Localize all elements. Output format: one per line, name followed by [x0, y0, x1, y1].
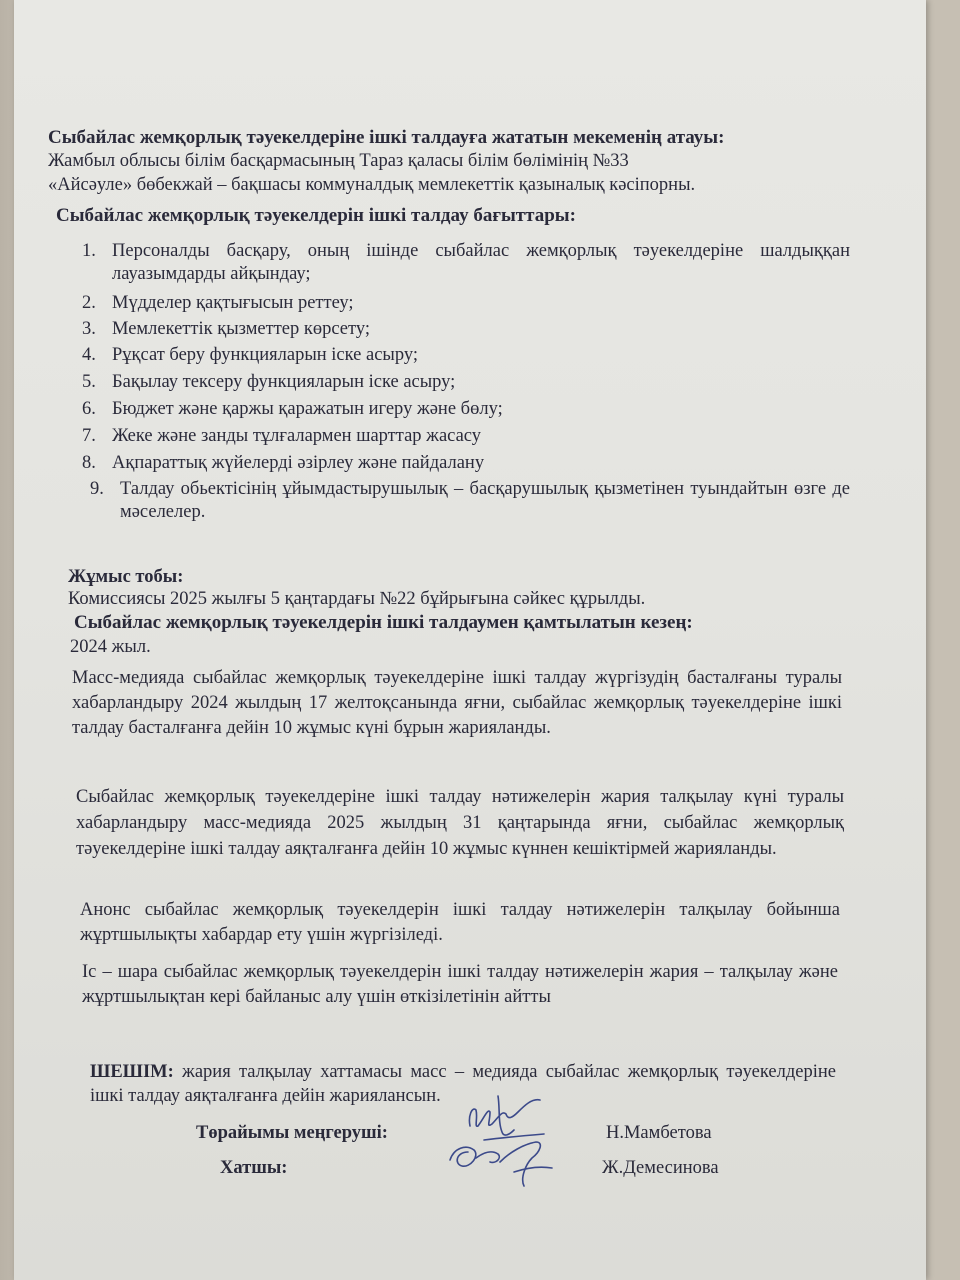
period-title: Сыбайлас жемқорлық тәуекелдерін ішкі талдаумен қамтылатын кезең:	[74, 612, 693, 633]
list-item	[82, 318, 850, 344]
list-item-number: 5.	[82, 372, 96, 392]
list-item-number: 9.	[90, 479, 104, 499]
list-item-text: Рұқсат беру функцияларын іске асыру;	[112, 345, 419, 365]
secretary-role: Хатшы:	[220, 1158, 288, 1178]
working-group-text: Комиссиясы 2025 жылғы 5 қаңтардағы №22 бұйрығына сәйкес құрылды.	[68, 589, 646, 609]
list-item-number: 4.	[82, 345, 96, 365]
list-item-text: Талдау обьектісінің ұйымдастырушылық – басқарушылық қызметінен туындайтын өзге де мәселелер.	[120, 479, 850, 522]
list-item	[82, 398, 850, 425]
org-label: Сыбайлас жемқорлық тәуекелдеріне ішкі талдауға жататын мекеменің атауы:	[48, 127, 725, 148]
list-item	[82, 344, 850, 371]
list-item-number: 8.	[82, 453, 96, 473]
chair-role: Төрайымы меңгеруші:	[196, 1123, 388, 1143]
directions-list	[82, 240, 850, 530]
org-name-line1: Жамбыл облысы білім басқармасының Тараз қаласы білім бөлімінің №33	[48, 151, 629, 171]
list-item	[82, 452, 850, 478]
list-item-number: 3.	[82, 319, 96, 339]
paragraph-event: Іс – шара сыбайлас жемқорлық тәуекелдерін ішкі талдау нәтижелерін жария – талқылау және жұртшылықтан кері байланыс алу үшін өткізілетінін айтты	[82, 962, 838, 1007]
list-item-text: Мемлекеттік қызметтер көрсету;	[112, 319, 370, 339]
list-item-text: Бақылау тексеру функцияларын іске асыру;	[112, 372, 456, 392]
list-item	[82, 371, 850, 398]
list-item-number: 2.	[82, 293, 96, 313]
list-item	[82, 240, 850, 292]
handwritten-signature-icon	[440, 1088, 570, 1198]
org-name-line2: «Айсәуле» бөбекжай – бақшасы коммуналдық мемлекеттік қазыналық кәсіпорны.	[48, 175, 696, 195]
list-item-number: 6.	[82, 399, 96, 419]
list-item	[82, 425, 850, 452]
decision-label: ШЕШІМ:	[90, 1062, 174, 1082]
chair-name: Н.Мамбетова	[606, 1123, 712, 1143]
directions-title: Сыбайлас жемқорлық тәуекелдерін ішкі талдау бағыттары:	[56, 205, 576, 226]
list-item-text: Бюджет және қаржы қаражатын игеру және бөлу;	[112, 399, 503, 419]
list-item-number: 7.	[82, 426, 96, 446]
list-item-text: Мүдделер қақтығысын реттеу;	[112, 293, 354, 313]
list-item	[82, 292, 850, 318]
list-item-text: Жеке және занды тұлғалармен шарттар жасасу	[112, 426, 482, 446]
paragraph-announcement-start: Масс-медияда сыбайлас жемқорлық тәуекелдеріне ішкі талдау жүргізудің басталғаны туралы хабарландыру 2024 жылдың 17 желтоқсанында яғни, сыбайлас жемқорлық тәуекелдеріне ішкі талдау басталғанға дейін 10 жұмыс күні бұрын жарияланды.	[72, 668, 842, 738]
list-item-number: 1.	[82, 241, 96, 261]
list-item	[90, 478, 850, 530]
paragraph-notice: Анонс сыбайлас жемқорлық тәуекелдерін ішкі талдау нәтижелерін талқылау бойынша жұртшылықты хабардар ету үшін жүргізіледі.	[80, 900, 840, 945]
period-year: 2024 жыл.	[70, 637, 151, 657]
secretary-name: Ж.Демесинова	[602, 1158, 719, 1178]
paragraph-announcement-discussion: Сыбайлас жемқорлық тәуекелдеріне ішкі талдау нәтижелерін жария талқылау күні туралы хабарландыру масс-медияда 2025 жылдың 31 қаңтарында яғни, сыбайлас жемқорлық тәуекелдеріне ішкі талдау аяқталғанға дейін 10 жұмыс күннен кешіктірмей жарияланды.	[76, 787, 844, 859]
list-item-text: Персоналды басқару, оның ішінде сыбайлас жемқорлық тәуекелдеріне шалдыққан лауазымдарды айқындау;	[112, 241, 850, 284]
working-group-title: Жұмыс тобы:	[68, 567, 184, 587]
list-item-text: Ақпараттық жүйелерді әзірлеу және пайдалану	[112, 453, 485, 473]
decision-text: жария талқылау хаттамасы масс – медияда сыбайлас жемқорлық тәуекелдеріне ішкі талдау аяқталғанға дейін жарияланcын.	[90, 1062, 836, 1106]
